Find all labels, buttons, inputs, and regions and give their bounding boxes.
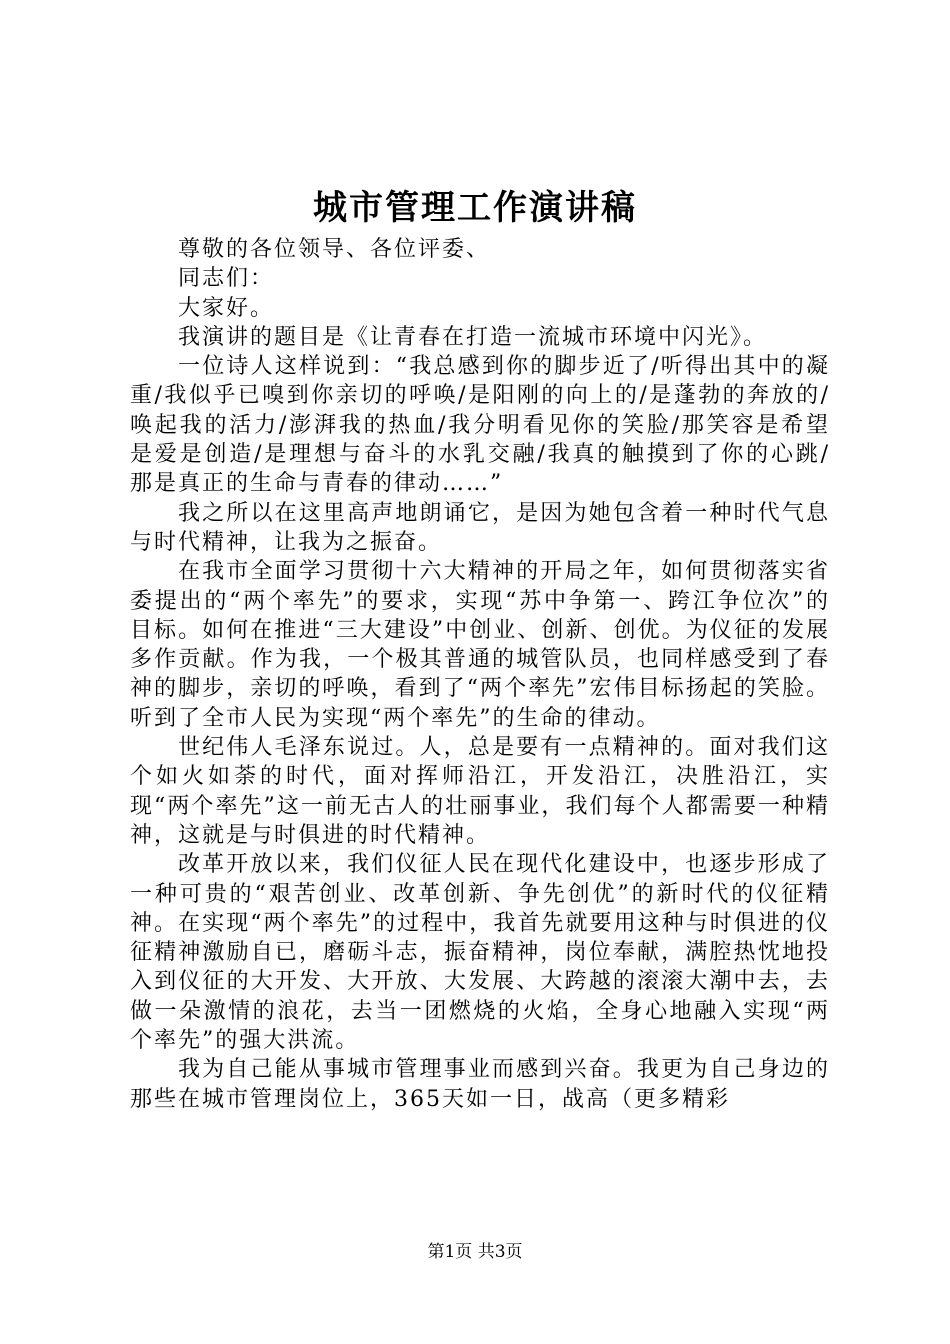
salutation-line: 同志们：: [178, 266, 275, 292]
document-title: 城市管理工作演讲稿: [313, 188, 637, 228]
document-body: [130, 235, 830, 1114]
body-paragraph: 世纪伟人毛泽东说过。人，总是要有一点精神的。面对我们这个如火如荼的时代，面对挥师沿江，开发沿江，决胜沿江，实现“两个率先”这一前无古人的壮丽事业，我们每个人都需要一种精神，这就是与时俱进的时代精神。: [130, 735, 830, 848]
body-paragraph: 一位诗人这样说到：“我总感到你的脚步近了/听得出其中的凝重/我似乎已嗅到你亲切的呼唤/是阳刚的向上的/是蓬勃的奔放的/唤起我的活力/澎湃我的热血/我分明看见你的笑脸/那笑容是希望是爱是创造/是理想与奋斗的水乳交融/我真的触摸到了你的心跳/那是真正的生命与青春的律动……”: [130, 354, 830, 497]
page-footer: 第1页 共3页: [427, 1242, 523, 1262]
body-paragraph: 在我市全面学习贯彻十六大精神的开局之年，如何贯彻落实省委提出的“两个率先”的要求，实现“苏中争第一、跨江争位次”的目标。如何在推进“三大建设”中创业、创新、创优。为仪征的发展多作贡献。作为我，一个极其普通的城管队员，也同样感受到了春神的脚步，亲切的呼唤，看到了“两个率先”宏伟目标扬起的笑脸。听到了全市人民为实现“两个率先”的生命的律动。: [130, 559, 830, 731]
salutation-line: 尊敬的各位领导、各位评委、: [178, 237, 491, 262]
greeting-line: 大家好。: [178, 295, 275, 321]
body-paragraph: 我演讲的题目是《让青春在打造一流城市环境中闪光》。: [178, 324, 768, 350]
body-paragraph: 我为自己能从事城市管理事业而感到兴奋。我更为自己身边的那些在城市管理岗位上，365天如一日，战高（更多精彩: [130, 1057, 830, 1112]
body-paragraph: 我之所以在这里高声地朗诵它，是因为她包含着一种时代气息与时代精神，让我为之振奋。: [130, 500, 830, 555]
body-paragraph: 改革开放以来，我们仪征人民在现代化建设中，也逐步形成了一种可贵的“艰苦创业、改革创新、争先创优”的新时代的仪征精神。在实现“两个率先”的过程中，我首先就要用这种与时俱进的仪征精神激励自已，磨砺斗志，振奋精神，岗位奉献，满腔热忱地投入到仪征的大开发、大开放、大发展、大跨越的滚滚大潮中去，去做一朵激情的浪花，去当一团燃烧的火焰，全身心地融入实现“两个率先”的强大洪流。: [130, 852, 830, 1054]
